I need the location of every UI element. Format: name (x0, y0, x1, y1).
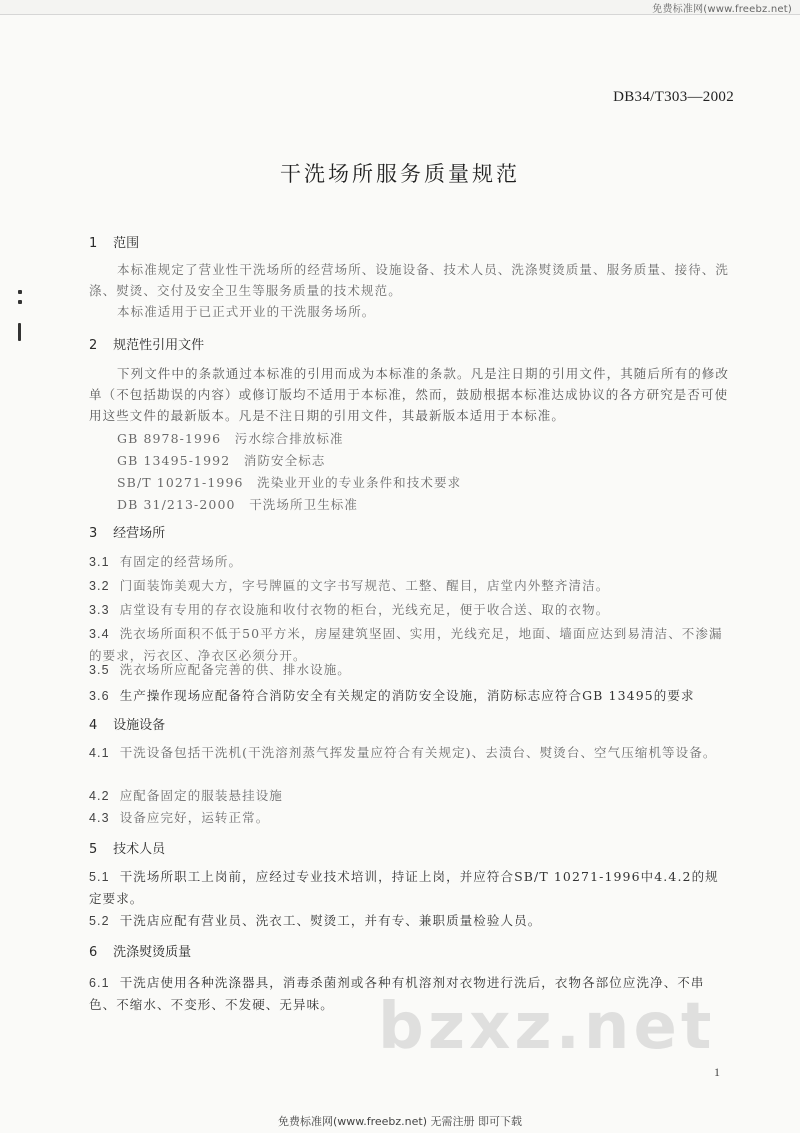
bottom-banner-text[interactable]: 免费标准网(www.freebz.net) 无需注册 即可下载 (277, 1115, 523, 1128)
clause-text: 干洗店应配有营业员、洗衣工、熨烫工，并有专、兼职质量检验人员。 (119, 913, 542, 928)
clause-number: 4.3 (89, 811, 110, 825)
section-heading (89, 941, 191, 960)
clause-number: 3.2 (89, 579, 110, 593)
reference-item: SB/T 10271-1996 洗染业开业的专业条件和技术要求 (117, 475, 462, 490)
section-title: 规范性引用文件 (113, 338, 205, 353)
reference-item: GB 8978-1996 污水综合排放标准 (117, 431, 344, 446)
clause-number: 3.4 (89, 627, 110, 641)
document-code: DB34/T303—2002 (613, 89, 734, 105)
clause-text: 洗衣场所面积不低于50平方米，房屋建筑坚固、实用，光线充足，地面、墙面应达到易清洁、不渗漏的要求，污衣区、净衣区必须分开。 (89, 626, 723, 663)
section-number: 3 (89, 526, 98, 541)
section-number: 1 (89, 236, 98, 251)
margin-mark (18, 323, 21, 341)
section-heading (89, 334, 204, 353)
reference-item: DB 31/213-2000 干洗场所卫生标准 (117, 497, 358, 512)
section-title: 经营场所 (113, 526, 166, 541)
section-heading (89, 714, 165, 733)
paragraph: 本标准适用于已正式开业的干洗服务场所。 (117, 304, 376, 319)
clause (89, 910, 729, 932)
bottom-banner (0, 1111, 800, 1133)
reference-item: GB 13495-1992 消防安全标志 (117, 453, 326, 468)
clause-number: 3.1 (89, 555, 110, 569)
section-title: 洗涤熨烫质量 (113, 945, 192, 960)
clause (89, 807, 729, 829)
section-number: 4 (89, 718, 98, 733)
page-number: 1 (714, 1065, 720, 1079)
clause-text: 生产操作现场应配备符合消防安全有关规定的消防安全设施，消防标志应符合GB 13495的要求 (119, 688, 695, 703)
clause-number: 5.2 (89, 914, 110, 928)
clause-text: 门面装饰美观大方，字号牌匾的文字书写规范、工整、醒目，店堂内外整齐清洁。 (119, 578, 610, 593)
section-title: 技术人员 (113, 842, 166, 857)
clause-text: 应配备固定的服装悬挂设施 (119, 788, 283, 803)
clause-text: 干洗店使用各种洗涤器具，消毒杀菌剂或各种有机溶剂对衣物进行洗后，衣物各部位应洗净、不串色、不缩水、不变形、不发硬、无异味。 (89, 975, 705, 1012)
clause (89, 659, 729, 681)
clause-text: 洗衣场所应配备完善的供、排水设施。 (119, 662, 351, 677)
clause (89, 785, 729, 807)
clause-text: 设备应完好，运转正常。 (119, 810, 270, 825)
clause-text: 有固定的经营场所。 (119, 554, 243, 569)
margin-mark (18, 290, 22, 294)
clause-number: 3.5 (89, 663, 110, 677)
clause (89, 551, 729, 573)
clause (89, 866, 729, 909)
top-banner (0, 0, 800, 15)
clause-text: 干洗场所职工上岗前，应经过专业技术培训，持证上岗，并应符合SB/T 10271-1996中4.4.2的规定要求。 (89, 869, 719, 906)
section-heading (89, 232, 139, 251)
section-number: 2 (89, 338, 98, 353)
clause-number: 3.6 (89, 689, 110, 703)
paragraph: 本标准规定了营业性干洗场所的经营场所、设施设备、技术人员、洗涤熨烫质量、服务质量、接待、洗涤、熨烫、交付及安全卫生等服务质量的技术规范。 (89, 262, 730, 298)
clause (89, 742, 729, 764)
document-title: 干洗场所服务质量规范 (280, 162, 520, 186)
top-banner-text[interactable]: 免费标准网(www.freebz.net) (652, 4, 792, 15)
section-number: 6 (89, 945, 98, 960)
watermark: bzxz.net (378, 990, 716, 1064)
clause-number: 5.1 (89, 870, 110, 884)
section-heading (89, 838, 165, 857)
section-title: 设施设备 (113, 718, 166, 733)
clause-number: 6.1 (89, 976, 110, 990)
paragraph: 下列文件中的条款通过本标准的引用而成为本标准的条款。凡是注日期的引用文件，其随后所有的修改单（不包括勘误的内容）或修订版均不适用于本标准，然而，鼓励根据本标准达成协议的各方研究是否可使用这些文件的最新版本。凡是不注日期的引用文件，其最新版本适用于本标准。 (89, 366, 730, 423)
section-title: 范围 (113, 236, 140, 251)
clause-number: 4.1 (89, 746, 110, 760)
section-number: 5 (89, 842, 98, 857)
clause-text: 店堂设有专用的存衣设施和收付衣物的柜台，光线充足，便于收合送、取的衣物。 (119, 602, 610, 617)
clause-text: 干洗设备包括干洗机(干洗溶剂蒸气挥发量应符合有关规定)、去渍台、熨烫台、空气压缩机等设备。 (119, 745, 717, 760)
margin-mark (18, 300, 22, 304)
clause-number: 3.3 (89, 603, 110, 617)
clause (89, 685, 729, 707)
clause (89, 575, 729, 597)
section-heading (89, 522, 165, 541)
clause (89, 599, 729, 621)
clause-number: 4.2 (89, 789, 110, 803)
